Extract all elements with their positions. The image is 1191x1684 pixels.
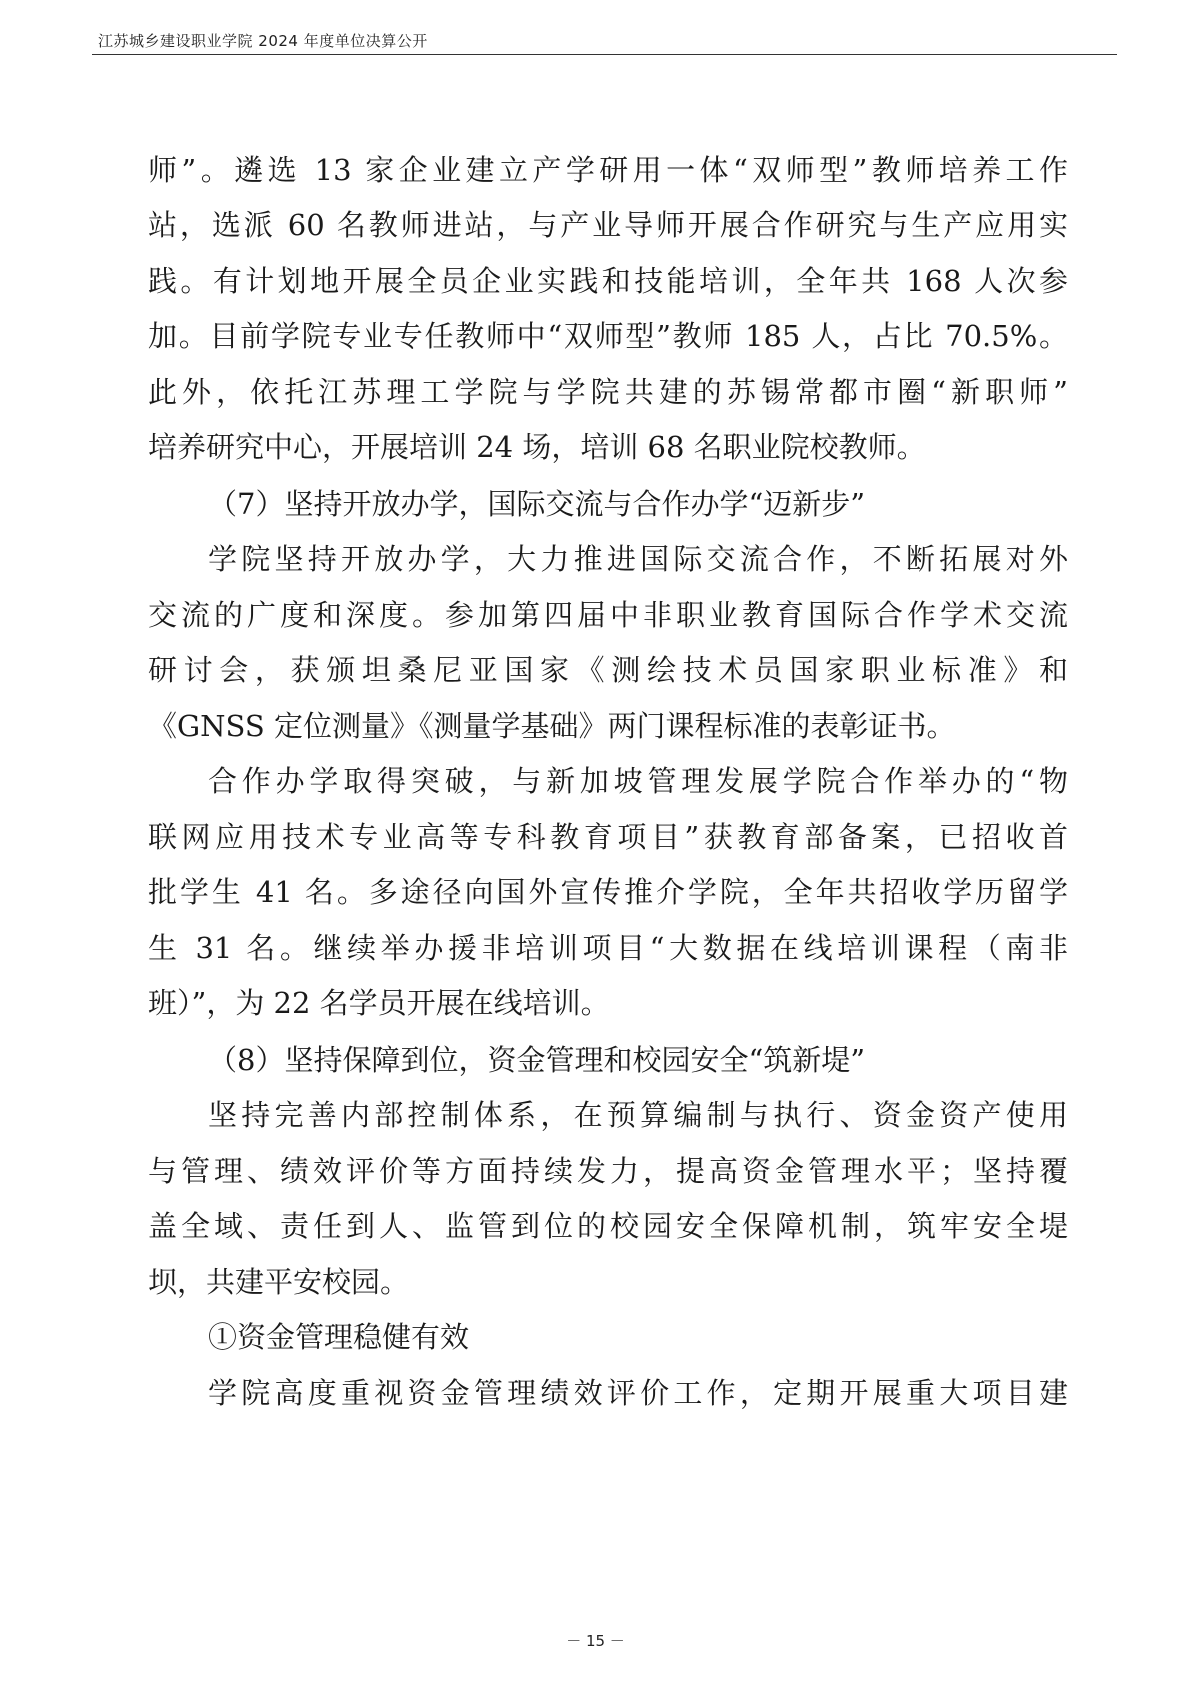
paragraph-line: 师”。遴选 13 家企业建立产学研用一体“双师型”教师培养工作 — [148, 153, 1068, 187]
paragraph-line: 联网应用技术专业高等专科教育项目”获教育部备案，已招收首 — [148, 820, 1068, 854]
paragraph-line: 盖全域、责任到人、监管到位的校园安全保障机制，筑牢安全堤 — [148, 1209, 1068, 1243]
paragraph-line: 合作办学取得突破，与新加坡管理发展学院合作举办的“物 — [208, 764, 1068, 798]
paragraph-line: 坚持完善内部控制体系，在预算编制与执行、资金资产使用 — [208, 1098, 1068, 1132]
section-heading: （8）坚持保障到位，资金管理和校园安全“筑新堤” — [208, 1043, 866, 1077]
paragraph-line: 坝，共建平安校园。 — [148, 1265, 410, 1299]
paragraph-line: 加。目前学院专业专任教师中“双师型”教师 185 人，占比 70.5%。 — [148, 319, 1068, 353]
page-number: － 15 － — [566, 1632, 625, 1650]
paragraph-line: 学院坚持开放办学，大力推进国际交流合作，不断拓展对外 — [208, 542, 1068, 576]
paragraph-line: 生 31 名。继续举办援非培训项目“大数据在线培训课程（南非 — [148, 931, 1068, 965]
running-header: 江苏城乡建设职业学院 2024 年度单位决算公开 — [98, 32, 428, 50]
paragraph-line: 与管理、绩效评价等方面持续发力，提高资金管理水平；坚持覆 — [148, 1154, 1068, 1188]
paragraph-line: 研讨会，获颁坦桑尼亚国家《测绘技术员国家职业标准》和 — [148, 653, 1068, 687]
paragraph-line: 站，选派 60 名教师进站，与产业导师开展合作研究与生产应用实 — [148, 208, 1068, 242]
paragraph-line: 《GNSS 定位测量》《测量学基础》两门课程标准的表彰证书。 — [148, 709, 956, 743]
paragraph-line: 交流的广度和深度。参加第四届中非职业教育国际合作学术交流 — [148, 598, 1068, 632]
header-divider — [92, 54, 1117, 55]
paragraph-line: 班）”，为 22 名学员开展在线培训。 — [148, 986, 610, 1020]
paragraph-line: 此外，依托江苏理工学院与学院共建的苏锡常都市圈“新职师” — [148, 375, 1068, 409]
paragraph-line: 培养研究中心，开展培训 24 场，培训 68 名职业院校教师。 — [148, 430, 926, 464]
subsection-heading: ①资金管理稳健有效 — [208, 1320, 470, 1354]
paragraph-line: 践。有计划地开展全员企业实践和技能培训，全年共 168 人次参 — [148, 264, 1068, 298]
section-heading: （7）坚持开放办学，国际交流与合作办学“迈新步” — [208, 487, 866, 521]
paragraph-line: 批学生 41 名。多途径向国外宣传推介学院，全年共招收学历留学 — [148, 875, 1068, 909]
paragraph-line: 学院高度重视资金管理绩效评价工作，定期开展重大项目建 — [208, 1376, 1068, 1410]
